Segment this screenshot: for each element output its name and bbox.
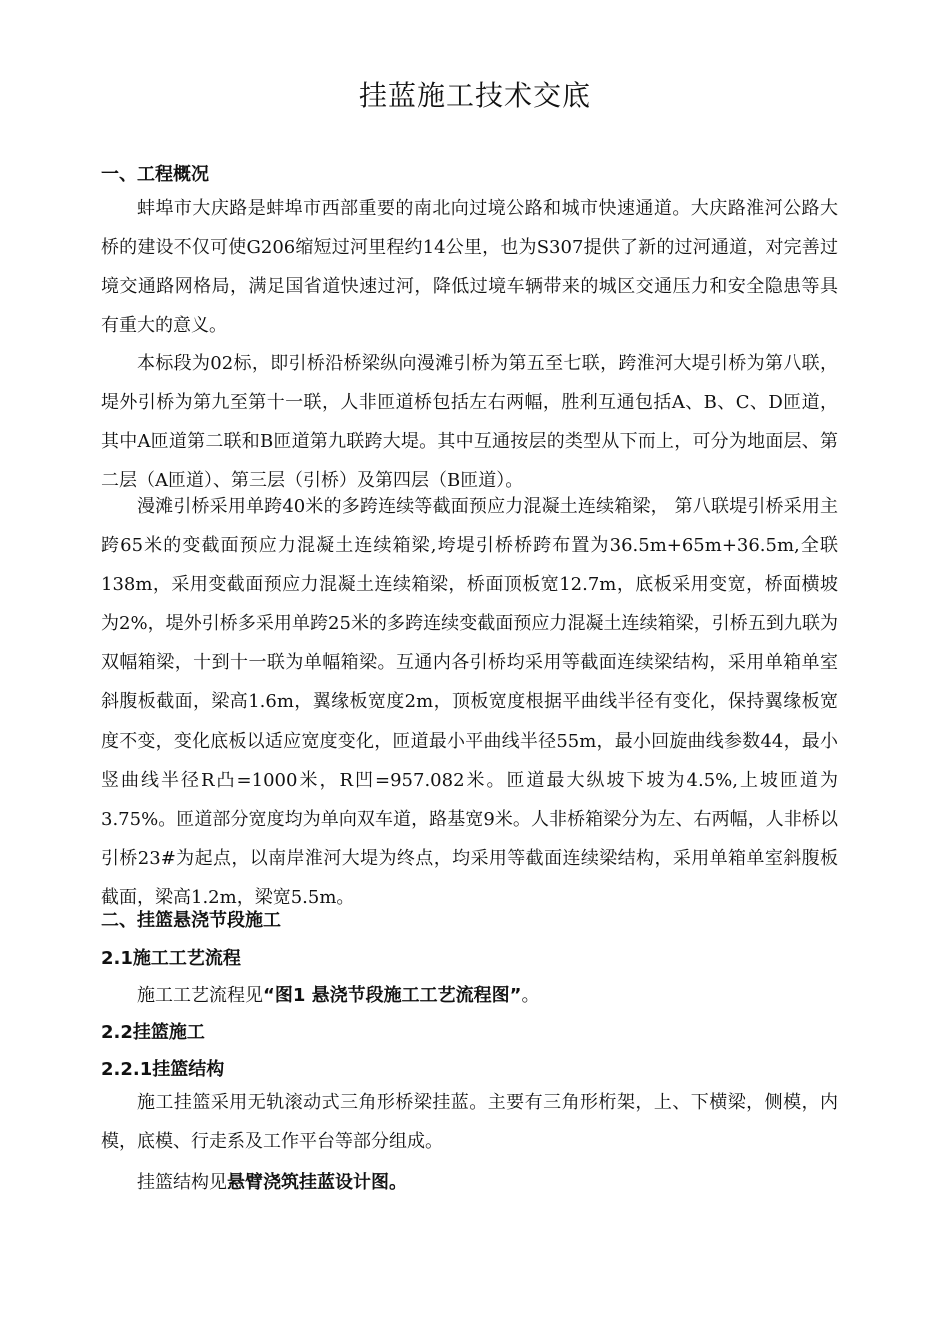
paragraph-project-overview: 蚌埠市大庆路是蚌埠市西部重要的南北向过境公路和城市快速通道。大庆路淮河公路大桥的建设不仅可使G206缩短过河里程约14公里，也为S307提供了新的过河通道，对完善过境交通路网格局，满足国省道快速过河，降低过境车辆带来的城区交通压力和安全隐患等具有重大的意义。	[101, 198, 838, 337]
paragraph-process-flow	[137, 981, 539, 1007]
process-flow-prefix: 施工工艺流程见	[137, 985, 263, 1006]
paragraph-cradle-design-ref	[137, 1168, 407, 1194]
section-2-heading: 二、挂篮悬浇节段施工	[101, 910, 281, 931]
section-1-heading: 一、工程概况	[101, 164, 209, 185]
process-flow-suffix: 。	[521, 985, 540, 1006]
subsection-2-1-heading: 2.1施工工艺流程	[101, 948, 241, 969]
document-title: 挂蓝施工技术交底	[358, 79, 591, 112]
process-flow-figure-ref: “图1 悬浇节段施工工艺流程图”	[263, 985, 522, 1006]
cradle-design-prefix: 挂篮结构见	[137, 1172, 227, 1193]
cradle-design-drawing-ref: 悬臂浇筑挂蓝设计图。	[227, 1172, 407, 1193]
paragraph-bridge-structure: 漫滩引桥采用单跨40米的多跨连续等截面预应力混凝土连续箱梁， 第八联堤引桥采用主跨65米的变截面预应力混凝土连续箱梁,垮堤引桥桥跨布置为36.5m+65m+36.5m,全联138m，采用变截面预应力混凝土连续箱梁，桥面顶板宽12.7m，底板采用变宽，桥面横坡为2%，堤外引桥多采用单跨25米的多跨连续变截面预应力混凝土连续箱梁，引桥五到九联为双幅箱梁，十到十一联为单幅箱梁。互通内各引桥均采用等截面连续梁结构，采用单箱单室斜腹板截面，梁高1.6m，翼缘板宽度2m，顶板宽度根据平曲线半径有变化，保持翼缘板宽度不变，变化底板以适应宽度变化，匝道最小平曲线半径55m，最小回旋曲线参数44，最小竖曲线半径R凸=1000米，R凹=957.082米。匝道最大纵坡下坡为4.5%,上坡匝道为3.75%。匝道部分宽度均为单向双车道，路基宽9米。人非桥箱梁分为左、右两幅，人非桥以引桥23#为起点，以南岸淮河大堤为终点，均采用等截面连续梁结构，采用单箱单室斜腹板截面，梁高1.2m，梁宽5.5m。	[101, 496, 838, 908]
paragraph-cradle-structure: 施工挂篮采用无轨滚动式三角形桥梁挂蓝。主要有三角形桁架，上、下横梁，侧模，内模，底模、行走系及工作平台等部分组成。	[101, 1092, 838, 1153]
subsection-2-2-heading: 2.2挂篮施工	[101, 1022, 205, 1043]
paragraph-bid-section: 本标段为02标，即引桥沿桥梁纵向漫滩引桥为第五至七联，跨淮河大堤引桥为第八联，堤外引桥为第九至第十一联，人非匝道桥包括左右两幅，胜利互通包括A、B、C、D匝道，其中A匝道第二联和B匝道第九联跨大堤。其中互通按层的类型从下而上，可分为地面层、第二层（A匝道）、第三层（引桥）及第四层（B匝道）。	[101, 353, 838, 492]
subsection-2-2-1-heading: 2.2.1挂篮结构	[101, 1059, 225, 1080]
